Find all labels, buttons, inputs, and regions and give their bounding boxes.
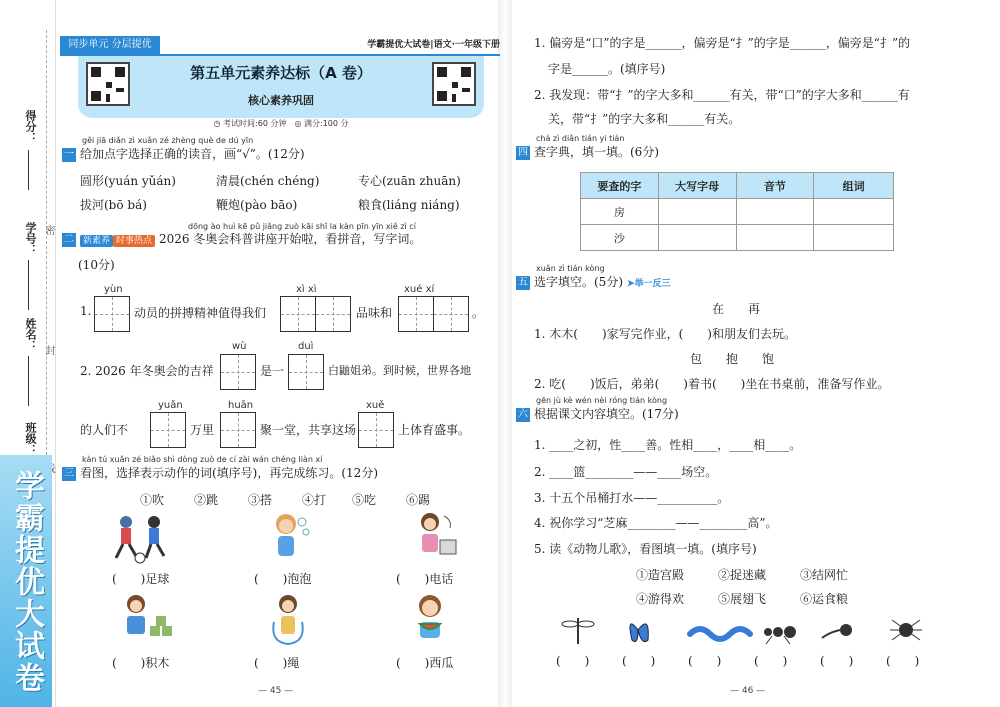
q6-heading — [516, 407, 679, 422]
q5-tag-text: 举一反三 — [634, 279, 671, 289]
q5-text: 选字填空。(5分) — [534, 275, 623, 289]
tadpole-icon — [822, 624, 852, 638]
q5-s2: 2. 吃( )饭后，弟弟( )着书( )坐在书桌前，准备写作业。 — [534, 377, 890, 391]
q2-s2-py1: wù — [232, 341, 247, 352]
q2-s1-grid1[interactable] — [94, 296, 130, 332]
r1-line4: 关，带“扌”的字大多和______有关。 — [548, 112, 741, 126]
dict-header-char: 要查的字 — [581, 173, 659, 199]
q2-s3-py3: xuě — [366, 400, 385, 411]
q2-s2-grid2[interactable] — [288, 354, 324, 390]
dictionary-table — [580, 172, 894, 251]
q6-s5: 5. 读《动物儿歌》，看图填一填。(填序号) — [534, 542, 757, 556]
q1-number: 一 — [64, 148, 74, 160]
q2-s1-py2: xì xì — [296, 284, 317, 295]
q5-heading — [516, 275, 671, 291]
q2-tag-news: 时事热点 — [113, 235, 155, 247]
dict-cell[interactable] — [658, 199, 736, 225]
q6-s4: 4. 祝你学习“芝麻________——________高”。 — [534, 516, 778, 530]
seal-char-2: 封 — [43, 345, 54, 355]
q2-s3-grid2[interactable] — [220, 412, 256, 448]
dict-cell[interactable] — [814, 199, 894, 225]
q6-blank-4[interactable]: ( ) — [754, 654, 788, 668]
page-number-right: — 46 — — [730, 686, 766, 696]
q2-s2-end: 白鼬姐弟。到时候，世界各地 — [328, 364, 471, 377]
full-score: 满分:100 分 — [303, 119, 349, 128]
r1-line3: 2. 我发现：带“扌”的字大多和______有关，带“口”的字大多和______有 — [534, 88, 910, 102]
spider-icon — [890, 620, 922, 640]
q3-opt-6: ⑥踢 — [406, 493, 431, 507]
exam-info — [150, 118, 412, 129]
q2-s3-pre: 的人们不 — [80, 423, 129, 437]
q6-text: 根据课文内容填空。(17分) — [534, 407, 679, 421]
animals-row — [560, 612, 940, 648]
r1-line1: 1. 偏旁是“口”的字是______，偏旁是“扌”的字是______，偏旁是“扌”的 — [534, 36, 911, 50]
student-id-line — [28, 260, 29, 310]
q6-opt-5: ⑤展翅飞 — [718, 592, 767, 606]
q3-opt-1: ①吹 — [140, 493, 165, 507]
q2-s2-mid: 是一 — [260, 364, 285, 378]
q6-blank-3[interactable]: ( ) — [688, 654, 722, 668]
header-left-tag: 同步单元 分层提优 — [60, 36, 160, 54]
q5-pinyin: xuǎn zì tián kòng — [536, 264, 605, 273]
q4-heading — [516, 145, 659, 160]
q2-heading — [62, 232, 421, 248]
student-id-label: 学号： — [24, 222, 37, 255]
q2-text: 2026 冬奥会科普讲座开始啦，看拼音，写字词。 — [159, 232, 422, 246]
q2-s1-py3: xué xí — [404, 284, 435, 295]
q5-tag — [627, 279, 671, 289]
exam-time: 考试时间:60 分钟 — [223, 119, 287, 128]
page-gutter — [498, 0, 512, 707]
q6-blank-5[interactable]: ( ) — [820, 654, 854, 668]
q1-item-5: 鞭炮(pào bāo) — [216, 198, 298, 212]
unit-subtitle: 核心素养巩固 — [248, 94, 314, 107]
q3-opt-3: ③搭 — [248, 493, 273, 507]
q2-s2-py2: duì — [298, 341, 314, 352]
q2-s1-py1: yùn — [104, 284, 123, 295]
q6-blank-1[interactable]: ( ) — [556, 654, 590, 668]
dict-header-letter: 大写字母 — [658, 173, 736, 199]
seal-dashed-line — [46, 30, 47, 460]
q3-number: 三 — [64, 467, 74, 479]
q2-s1-pre: 1. — [80, 304, 92, 318]
q3-blank-6[interactable]: ( )西瓜 — [396, 656, 454, 670]
q6-s1: 1. ____之初，性____善。性相____，____相____。 — [534, 438, 802, 452]
q6-opt-6: ⑥运食粮 — [800, 592, 849, 606]
boy-watermelon-picture — [410, 592, 450, 646]
q3-blank-5[interactable]: ( )绳 — [254, 656, 300, 670]
silkworm-icon — [690, 629, 750, 639]
q2-score: (10分) — [78, 258, 115, 272]
name-line — [28, 356, 29, 406]
q6-opt-4: ④游得欢 — [636, 592, 685, 606]
name-label: 姓名： — [24, 318, 37, 351]
q1-item-6: 粮食(liáng niáng) — [358, 198, 460, 212]
q3-text: 看图，选择表示动作的词(填序号)，再完成练习。(12分) — [80, 466, 378, 480]
q2-s3-py1: yuǎn — [158, 400, 183, 411]
qr-code-right-icon — [432, 62, 476, 106]
q6-blank-2[interactable]: ( ) — [622, 654, 656, 668]
q5-s1: 1. 木木( )家写完作业，( )和朋友们去玩。 — [534, 327, 796, 341]
q2-s1-mid: 动员的拼搏精神值得我们 — [134, 306, 267, 320]
dict-char-1: 房 — [581, 199, 659, 225]
q6-blank-6[interactable]: ( ) — [886, 654, 920, 668]
q2-s1-grid4[interactable] — [398, 296, 434, 332]
q1-pinyin: gěi jiā diǎn zì xuǎn zé zhèng què de dú yīn — [82, 136, 254, 145]
q1-item-2: 清晨(chén chéng) — [216, 174, 320, 188]
class-label: 班级： — [24, 422, 37, 455]
clock-icon: ◷ — [213, 119, 224, 128]
q3-blank-4[interactable]: ( )积木 — [112, 656, 170, 670]
q3-blank-1[interactable]: ( )足球 — [112, 572, 170, 586]
header-right-tag: 学霸提优大试卷|语文·一年级下册 — [367, 40, 500, 50]
q2-s3-mid: 万里 — [190, 423, 215, 437]
seal-char-1: 密 — [43, 225, 54, 235]
ant-icon — [764, 626, 796, 644]
q2-s3-grid1[interactable] — [150, 412, 186, 448]
q2-s3-end: 上体育盛事。 — [398, 423, 471, 437]
arrow-right-icon: ➤ — [627, 279, 635, 289]
q3-opt-2: ②跳 — [194, 493, 219, 507]
q6-opt-2: ②捉迷藏 — [718, 568, 767, 582]
unit-title: 第五单元素养达标（A 卷） — [190, 64, 372, 82]
q4-number: 四 — [518, 146, 528, 158]
q2-s3-grid3[interactable] — [358, 412, 394, 448]
dict-char-2: 沙 — [581, 225, 659, 251]
q6-s2: 2. ____篮________——____场空。 — [534, 465, 718, 479]
q1-text: 给加点字选择正确的读音，画“√”。(12分) — [80, 147, 305, 161]
q4-pinyin: chá zì diǎn tián yi tián — [536, 134, 625, 143]
q3-opt-4: ④打 — [302, 493, 327, 507]
dict-cell[interactable] — [736, 199, 814, 225]
q2-tag-new: 新素养 — [80, 235, 113, 247]
q5-set1: 在 再 — [712, 302, 761, 316]
kids-football-picture — [108, 512, 172, 564]
q3-pinyin: kàn tú xuǎn zé biǎo shì dòng zuò de cí zài wán chéng liàn xí — [82, 455, 323, 464]
q6-opt-3: ③结网忙 — [800, 568, 849, 582]
q2-s1-mid2: 品味和 — [356, 306, 393, 320]
q1-item-1: 圆形(yuán yǔán) — [80, 174, 176, 188]
q3-heading — [62, 466, 378, 481]
q2-s3-py2: huān — [228, 400, 254, 411]
q1-heading — [62, 147, 305, 162]
q6-opt-1: ①造宫殿 — [636, 568, 685, 582]
q5-set2: 包 抱 饱 — [690, 352, 775, 366]
dict-header-row — [581, 173, 894, 199]
q2-s1-end: 。 — [472, 306, 485, 320]
butterfly-icon — [630, 624, 648, 642]
q1-item-3: 专心(zuān zhuān) — [358, 174, 461, 188]
q2-pinyin: dōng ào huì kē pǔ jiǎng zuò kāi shǐ la kàn pīn yīn xiě zì cí — [188, 222, 416, 231]
q3-opt-5: ⑤吃 — [352, 493, 377, 507]
q6-pinyin: gēn jù kè wén nèi róng tián kòng — [536, 396, 668, 405]
q1-item-4: 拔河(bō bá) — [80, 198, 147, 212]
girl-bubbles-picture — [266, 510, 310, 564]
q6-number: 六 — [518, 408, 528, 420]
page-number-left: — 45 — — [258, 686, 294, 696]
dict-cell[interactable] — [736, 225, 814, 251]
q2-s2-pre: 2. 2026 年冬奥会的吉祥 — [80, 364, 214, 378]
r1-line2: 字是______。(填序号) — [548, 62, 666, 76]
q2-s1-grid2[interactable] — [280, 296, 316, 332]
q4-text: 查字典，填一填。(6分) — [534, 145, 659, 159]
q6-s3: 3. 十五个吊桶打水——__________。 — [534, 491, 730, 505]
score-icon: ◎ — [294, 119, 304, 128]
table-row — [581, 225, 894, 251]
q3-blank-2[interactable]: ( )泡泡 — [254, 572, 312, 586]
score-field-label: 得分： — [24, 110, 37, 143]
q2-s1-grid5[interactable] — [433, 296, 469, 332]
table-row — [581, 199, 894, 225]
dict-cell[interactable] — [658, 225, 736, 251]
q2-s2-grid1[interactable] — [220, 354, 256, 390]
q2-number: 二 — [64, 233, 74, 245]
q2-s1-grid3[interactable] — [315, 296, 351, 332]
dragonfly-icon — [562, 618, 594, 644]
q5-number: 五 — [518, 276, 528, 288]
q3-blank-3[interactable]: ( )电话 — [396, 572, 454, 586]
dict-header-word: 组词 — [814, 173, 894, 199]
girl-phone-picture — [412, 510, 460, 564]
dict-header-syllable: 音节 — [736, 173, 814, 199]
boy-blocks-picture — [118, 592, 178, 644]
brand-title: 学霸提优大试卷 — [9, 470, 44, 694]
girl-rope-picture — [268, 592, 308, 646]
dict-cell[interactable] — [814, 225, 894, 251]
score-field-line — [28, 150, 29, 190]
qr-code-left-icon — [86, 62, 130, 106]
q2-s3-mid2: 聚一堂，共享这场 — [260, 423, 357, 437]
